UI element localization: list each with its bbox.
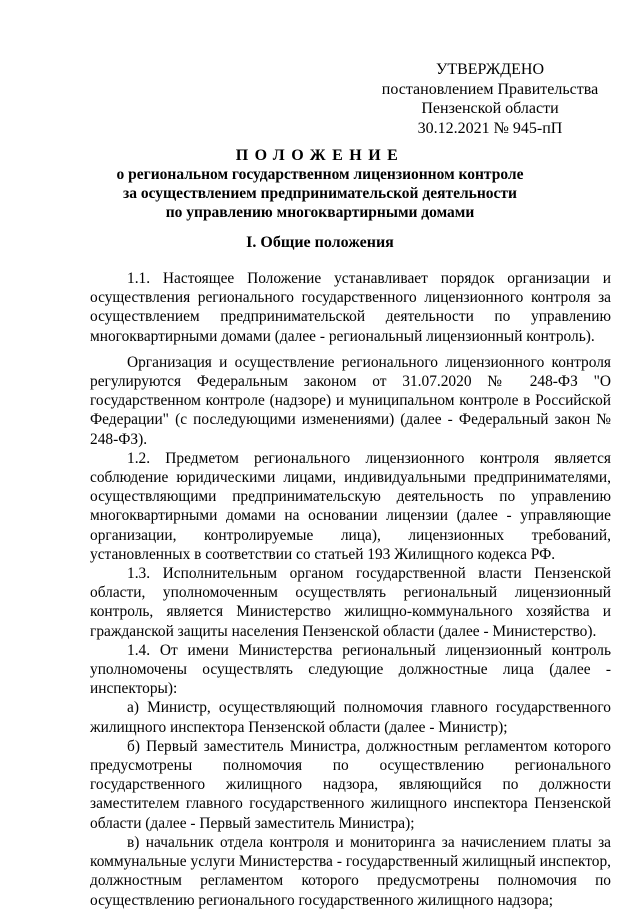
approval-status: УТВЕРЖДЕНО (435, 61, 544, 78)
title-line-3: по управлению многоквартирными домами (165, 204, 475, 221)
paragraph-1-4: 1.4. От имени Министерства региональный лицензионный контроль уполномочены осуществлять следующие должностные лица (далее - инспекторы): (90, 641, 611, 698)
section-heading: I. Общие положения (246, 234, 394, 251)
paragraph-1-3: 1.3. Исполнительным органом государственной власти Пензенской области, уполномоченным осуществлять региональный лицензионный контроль, является Министерство жилищно-коммунального хозяйства и гражданской защиты населения Пензенской области (далее - Министерство). (90, 565, 611, 640)
paragraph-1-1: 1.1. Настоящее Положение устанавливает порядок организации и осуществления регионального государственного лицензионного контроля за осуществлением предпринимательской деятельности по управлению многоквартирными домами (далее - региональный лицензионный контроль). (90, 270, 611, 345)
title-line-1: о региональном государственном лицензионном контроле (116, 166, 524, 183)
document-title (90, 146, 550, 222)
paragraph-1-2: 1.2. Предметом регионального лицензионного контроля является соблюдение юридическими лицами, индивидуальными предпринимателями, осуществляющими предпринимательскую деятельность по управлению многоквартирными домами на основании лицензии (далее - управляющие организации, контролируемые лица), лицензионных требований, установленных в соответствии со статьей 193 Жилищного кодекса РФ. (90, 449, 611, 563)
list-item-a: а) Министр, осуществляющий полномочия главного государственного жилищного инспектора Пензенской области (далее - Министр); (90, 699, 611, 736)
list-item-v: в) начальник отдела контроля и мониторинга за начислением платы за коммунальные услуги Министерства - государственный жилищный инспектор, должностным регламентом которого предусмотрены полномочия по осуществлению регионального государственного жилищного надзора; (90, 833, 611, 909)
approval-stamp (366, 60, 614, 138)
title-main: ПОЛОЖЕНИЕ (235, 147, 405, 164)
document-body (90, 269, 611, 910)
title-line-2: за осуществлением предпринимательской деятельности (123, 185, 517, 202)
approval-date-number: 30.12.2021 № 945-пП (417, 119, 563, 137)
approval-line-1: постановлением Правительства (381, 80, 599, 98)
paragraph-organization: Организация и осуществление регионального лицензионного контроля регулируются Федеральным законом от 31.07.2020 № 248-ФЗ "О государственном контроле (надзоре) и муниципальном контроле в Российской Федерации" (с последующими изменениями) (далее - Федеральный закон № 248-ФЗ). (90, 353, 611, 448)
approval-line-2: Пензенской области (421, 100, 559, 117)
list-item-b: б) Первый заместитель Министра, должностным регламентом которого предусмотрены полномочия по осуществлению регионального государственного жилищного надзора, являющийся по должности заместителем главного государственного жилищного инспектора Пензенской области (далее - Первый заместитель Министра); (90, 737, 611, 832)
